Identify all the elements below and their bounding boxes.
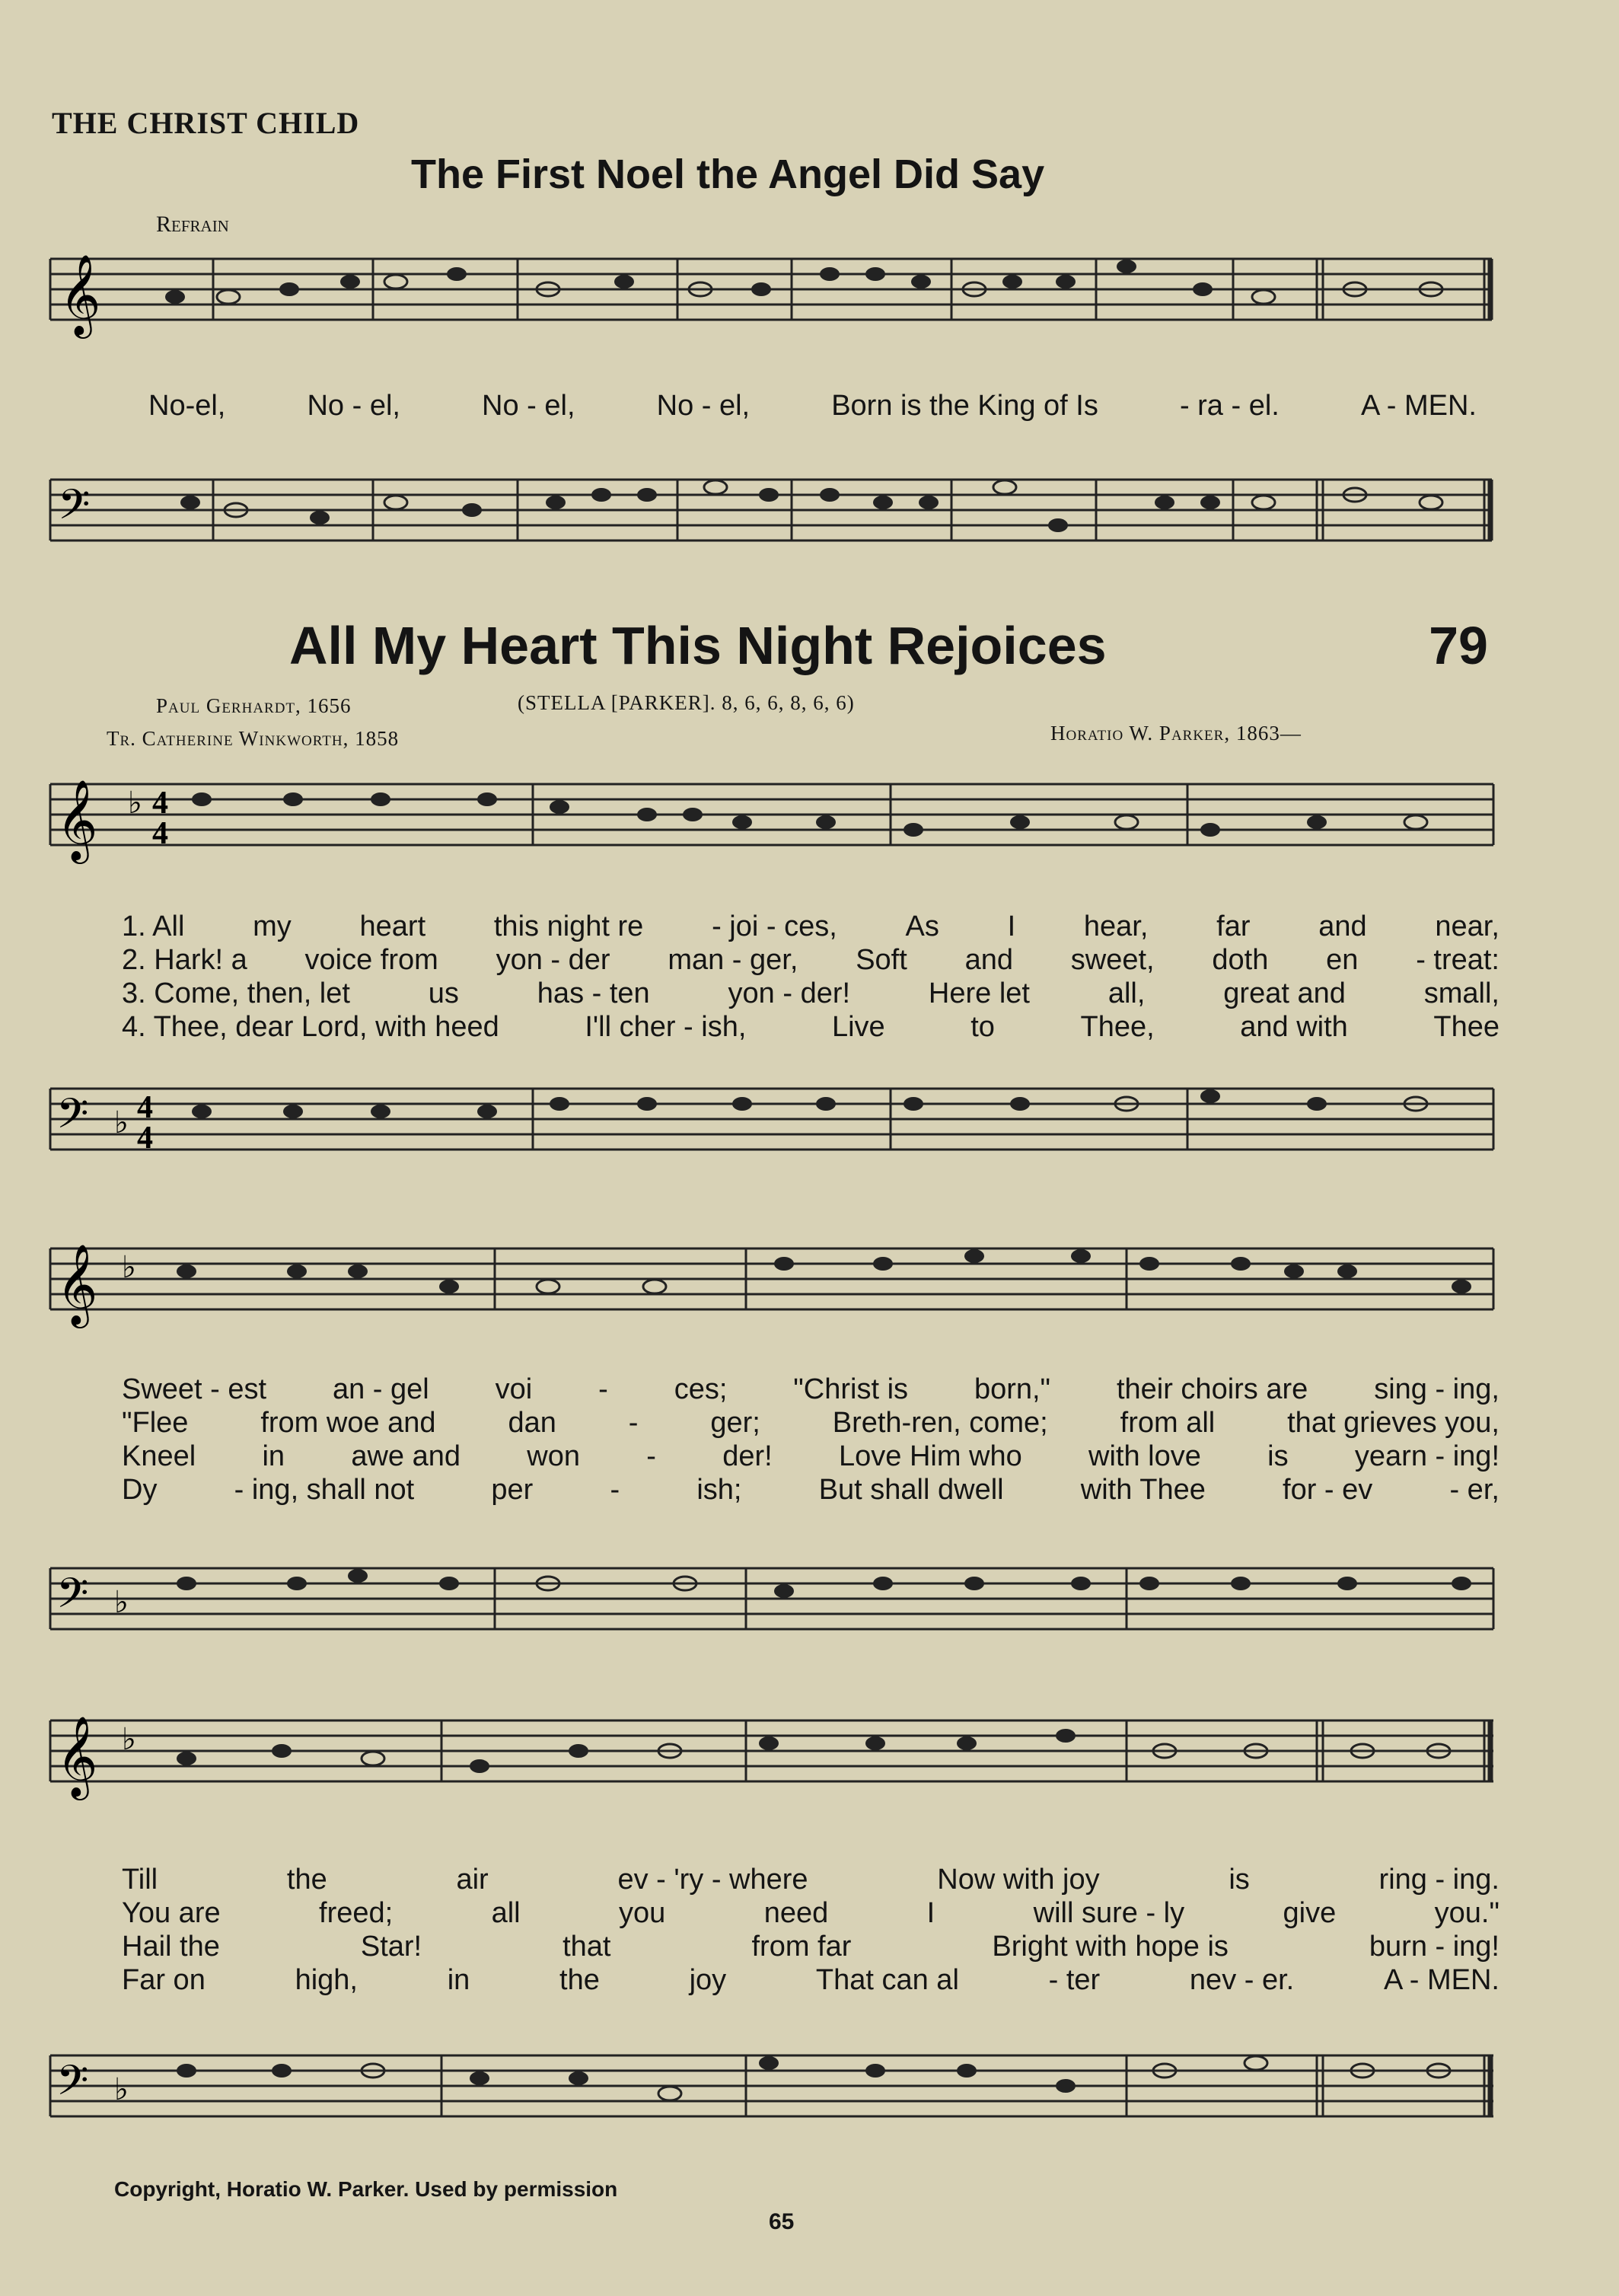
hymn-number: 79	[1429, 616, 1488, 675]
verse-line-1: Till the air ev - 'ry - where Now with joy is ring - ing.	[122, 1864, 1499, 1896]
bass-staff-system-3	[0, 2048, 1619, 2132]
treble-staff-system-2	[0, 1241, 1619, 1325]
treble-staff-system-1	[0, 776, 1619, 860]
svg-text:𝄞: 𝄞	[56, 779, 98, 860]
translator-credit: Tr. Catherine Winkworth, 1858	[107, 727, 400, 750]
verse-line-3: Hail the Star! that from far Bright with hope is burn - ing!	[122, 1931, 1499, 1963]
bass-staff-system-2	[0, 1561, 1619, 1644]
svg-text:𝄢: 𝄢	[56, 2056, 89, 2115]
svg-text:𝄢: 𝄢	[58, 480, 91, 539]
verse-line-3: Kneel in awe and won - der! Love Him who with love is yearn - ing!	[122, 1440, 1499, 1472]
svg-text:♭: ♭	[122, 1722, 136, 1757]
composer-credit: Horatio W. Parker, 1863—	[1050, 722, 1302, 745]
verse-line-2: "Flee from woe and dan - ger; Breth-ren, come; from all that grieves you,	[122, 1407, 1499, 1439]
svg-text:4: 4	[137, 1121, 153, 1156]
svg-text:♭: ♭	[114, 1585, 129, 1620]
svg-text:𝄢: 𝄢	[56, 1569, 89, 1628]
section-label: THE CHRIST CHILD	[52, 106, 360, 140]
hymn-title-all-my-heart: All My Heart This Night Rejoices	[289, 616, 1107, 675]
verse-line-2: You are freed; all you need I will sure - ly give you."	[122, 1897, 1499, 1929]
verse-line-1: 1. All my heart this night re - joi - ces, As I hear, far and near,	[122, 910, 1499, 942]
treble-staff-refrain	[0, 251, 1619, 335]
verse-line-4: Dy - ing, shall not per - ish; But shall dwell with Thee for - ev - er,	[122, 1474, 1499, 1506]
tune-name: (STELLA [PARKER]. 8, 6, 6, 8, 6, 6)	[518, 691, 855, 714]
hymn-title-first-noel: The First Noel the Angel Did Say	[411, 151, 1045, 197]
svg-text:4: 4	[137, 1090, 153, 1125]
bass-staff-refrain	[0, 472, 1619, 556]
svg-text:𝄞: 𝄞	[56, 1243, 98, 1325]
bass-staff-system-1	[0, 1081, 1619, 1165]
copyright-notice: Copyright, Horatio W. Parker. Used by permission	[114, 2177, 618, 2201]
treble-staff-system-3	[0, 1713, 1619, 1797]
svg-text:𝄞: 𝄞	[56, 1715, 98, 1797]
refrain-lyrics: No-el, No - el, No - el, No - el, Born is the King of Is - ra - el. A - MEN.	[148, 390, 1477, 422]
page-number: 65	[769, 2209, 795, 2234]
svg-text:♭: ♭	[114, 2072, 129, 2107]
svg-text:𝄞: 𝄞	[59, 254, 101, 335]
verse-line-4: 4. Thee, dear Lord, with heed I'll cher - ish, Live to Thee, and with Thee	[122, 1011, 1499, 1043]
verse-line-3: 3. Come, then, let us has - ten yon - der! Here let all, great and small,	[122, 977, 1499, 1009]
svg-text:♭: ♭	[128, 786, 142, 821]
verse-line-1: Sweet - est an - gel voi - ces; "Christ is born," their choirs are sing - ing,	[122, 1373, 1499, 1405]
svg-text:𝄢: 𝄢	[56, 1089, 89, 1148]
refrain-label: Refrain	[156, 212, 229, 237]
svg-text:♭: ♭	[122, 1250, 136, 1285]
svg-text:♭: ♭	[114, 1105, 129, 1140]
svg-text:4: 4	[152, 816, 168, 851]
author-credit: Paul Gerhardt, 1656	[156, 694, 352, 717]
verse-line-4: Far on high, in the joy That can al - ter nev - er. A - MEN.	[122, 1964, 1499, 1996]
svg-text:4: 4	[152, 786, 168, 821]
verse-line-2: 2. Hark! a voice from yon - der man - ger, Soft and sweet, doth en - treat:	[122, 944, 1499, 976]
